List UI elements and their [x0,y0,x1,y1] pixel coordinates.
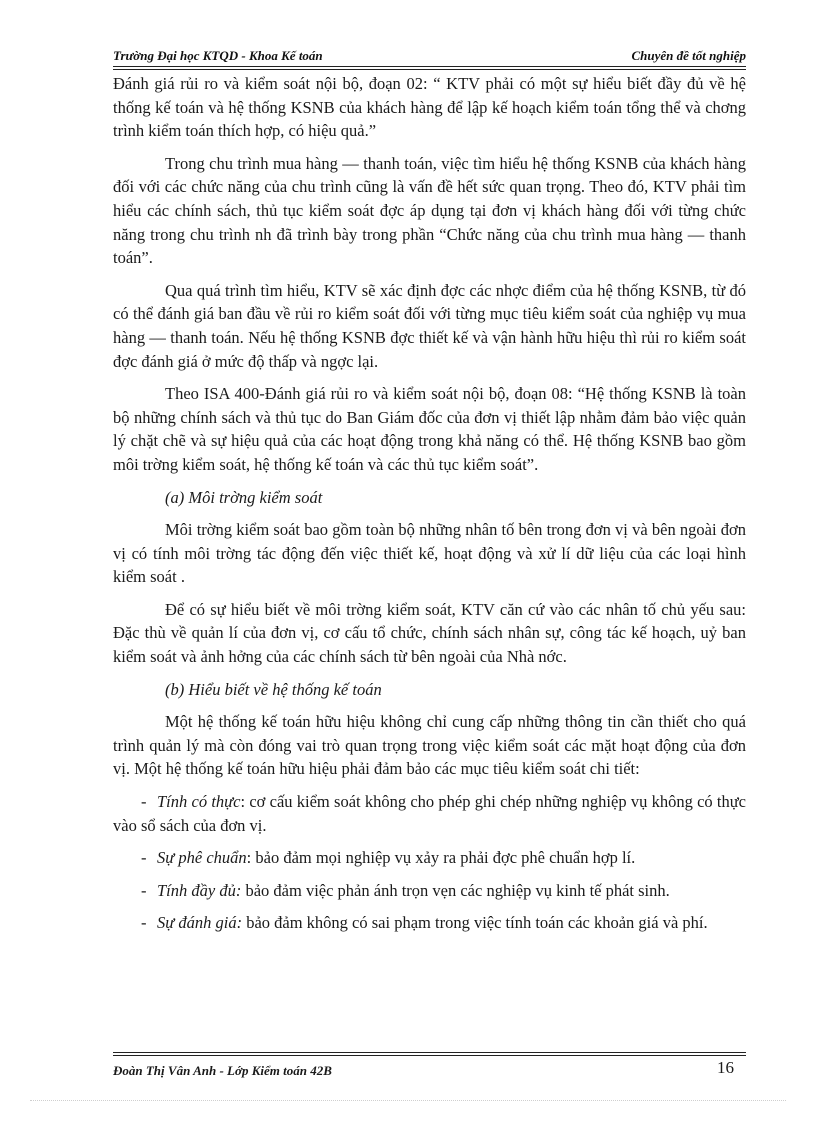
bullet-dash: - [141,880,147,900]
bullet-dash: - [141,848,147,868]
page-header [113,48,746,66]
footer-author: Đoàn Thị Vân Anh - Lớp Kiểm toán 42B [113,1063,332,1078]
bullet-term: Sự đánh giá: [157,913,243,933]
subheading-b: (b) Hiểu biết về hệ thống kế toán [165,679,382,699]
bullet-item [113,790,746,837]
bullet-text: : cơ cấu kiểm soát không cho phép ghi chép những nghiệp vụ không có thực vào sổ sách của đơn vị. [113,792,746,835]
bullet-term: Tính có thực [157,792,241,812]
bullet-item [113,911,746,935]
footer-rule [113,1055,746,1056]
header-rule-thin [113,69,746,70]
bullet-dash: - [141,792,147,812]
paragraph-7: Một hệ thống kế toán hữu hiệu không chỉ cung cấp những thông tin cần thiết cho quá trình quản lý mà còn đóng vai trò quan trọng trong việc kiểm soát các mặt hoạt động của đơn vị. Một hệ thống kế toán hữu hiệu phải đảm bảo các mục tiêu kiểm soát chi tiết: [113,712,746,779]
header-rule [113,66,746,67]
bullet-term: Sự phê chuẩn [157,848,247,868]
paragraph-4: Theo ISA 400-Đánh giá rủi ro và kiểm soát nội bộ, đoạn 08: “Hệ thống KSNB là toàn bộ những chính sách và thủ tục do Ban Giám đốc của đơn vị thiết lập nhằm đảm bảo việc quản lý chặt chẽ và sự hiệu quả của các hoạt động trong khả năng có thể. Hệ thống KSNB bao gồm môi trờng kiểm soát, hệ thống kế toán và các thủ tục kiểm soát”. [113,384,746,474]
page-footer [113,1060,746,1080]
page-number: 16 [717,1058,734,1077]
page-body [113,72,746,944]
bullet-text: : bảo đảm mọi nghiệp vụ xảy ra phải đợc phê chuẩn hợp lí. [246,848,636,868]
bullet-text: bảo đảm việc phản ánh trọn vẹn các nghiệp vụ kinh tế phát sinh. [241,880,670,900]
bullet-item [113,846,746,870]
subheading-a: (a) Môi trờng kiểm soát [165,487,323,507]
paragraph-2: Trong chu trình mua hàng — thanh toán, việc tìm hiểu hệ thống KSNB của khách hàng đối với các chức năng của chu trình cũng là vấn đề hết sức quan trọng. Theo đó, KTV phải tìm hiểu các chính sách, thủ tục kiểm soát đợc áp dụng tại đơn vị khách hàng đối với từng chức năng trong chu trình nh đã trình bày trong phần “Chức năng của chu trình mua hàng — thanh toán”. [113,153,746,268]
bullet-text: bảo đảm không có sai phạm trong việc tính toán các khoản giá và phí. [242,913,708,933]
paragraph-1: Đánh giá rủi ro và kiểm soát nội bộ, đoạn 02: “ KTV phải có một sự hiểu biết đầy đủ về hệ thống kế toán và hệ thống KSNB của khách hàng để lập kế hoạch kiểm toán tổng thể và chơng trình kiểm toán thích hợp, có hiệu quả.” [113,74,746,141]
footer-rule-thin [113,1052,746,1053]
bullet-item [113,879,746,903]
bullet-dash: - [141,913,147,933]
paragraph-5: Môi trờng kiểm soát bao gồm toàn bộ những nhân tố bên trong đơn vị và bên ngoài đơn vị có tính môi trờng tác động đến việc thiết kế, hoạt động và xử lí dữ liệu của các loại hình kiểm soát . [113,520,746,587]
header-university: Trường Đại học KTQD - Khoa Kế toán [113,48,323,63]
page-edge-dots [30,1100,786,1101]
header-title: Chuyên đề tốt nghiệp [631,48,746,63]
paragraph-3: Qua quá trình tìm hiểu, KTV sẽ xác định đợc các nhợc điểm của hệ thống KSNB, từ đó có thể đánh giá ban đầu về rủi ro kiểm soát đối với từng mục tiêu kiểm soát của nghiệp vụ mua hàng — thanh toán. Nếu hệ thống KSNB đợc thiết kế và vận hành hữu hiệu thì rủi ro kiểm soát đợc đánh giá ở mức độ thấp và ngợc lại. [113,280,746,371]
paragraph-6: Để có sự hiểu biết về môi trờng kiểm soát, KTV căn cứ vào các nhân tố chủ yếu sau: Đặc thù về quản lí của đơn vị, cơ cấu tổ chức, chính sách nhân sự, công tác kế hoạch, uỷ ban kiểm soát và ảnh hởng của các chính sách từ bên ngoài của Nhà nớc. [113,599,746,667]
bullet-term: Tính đầy đủ: [157,880,242,900]
